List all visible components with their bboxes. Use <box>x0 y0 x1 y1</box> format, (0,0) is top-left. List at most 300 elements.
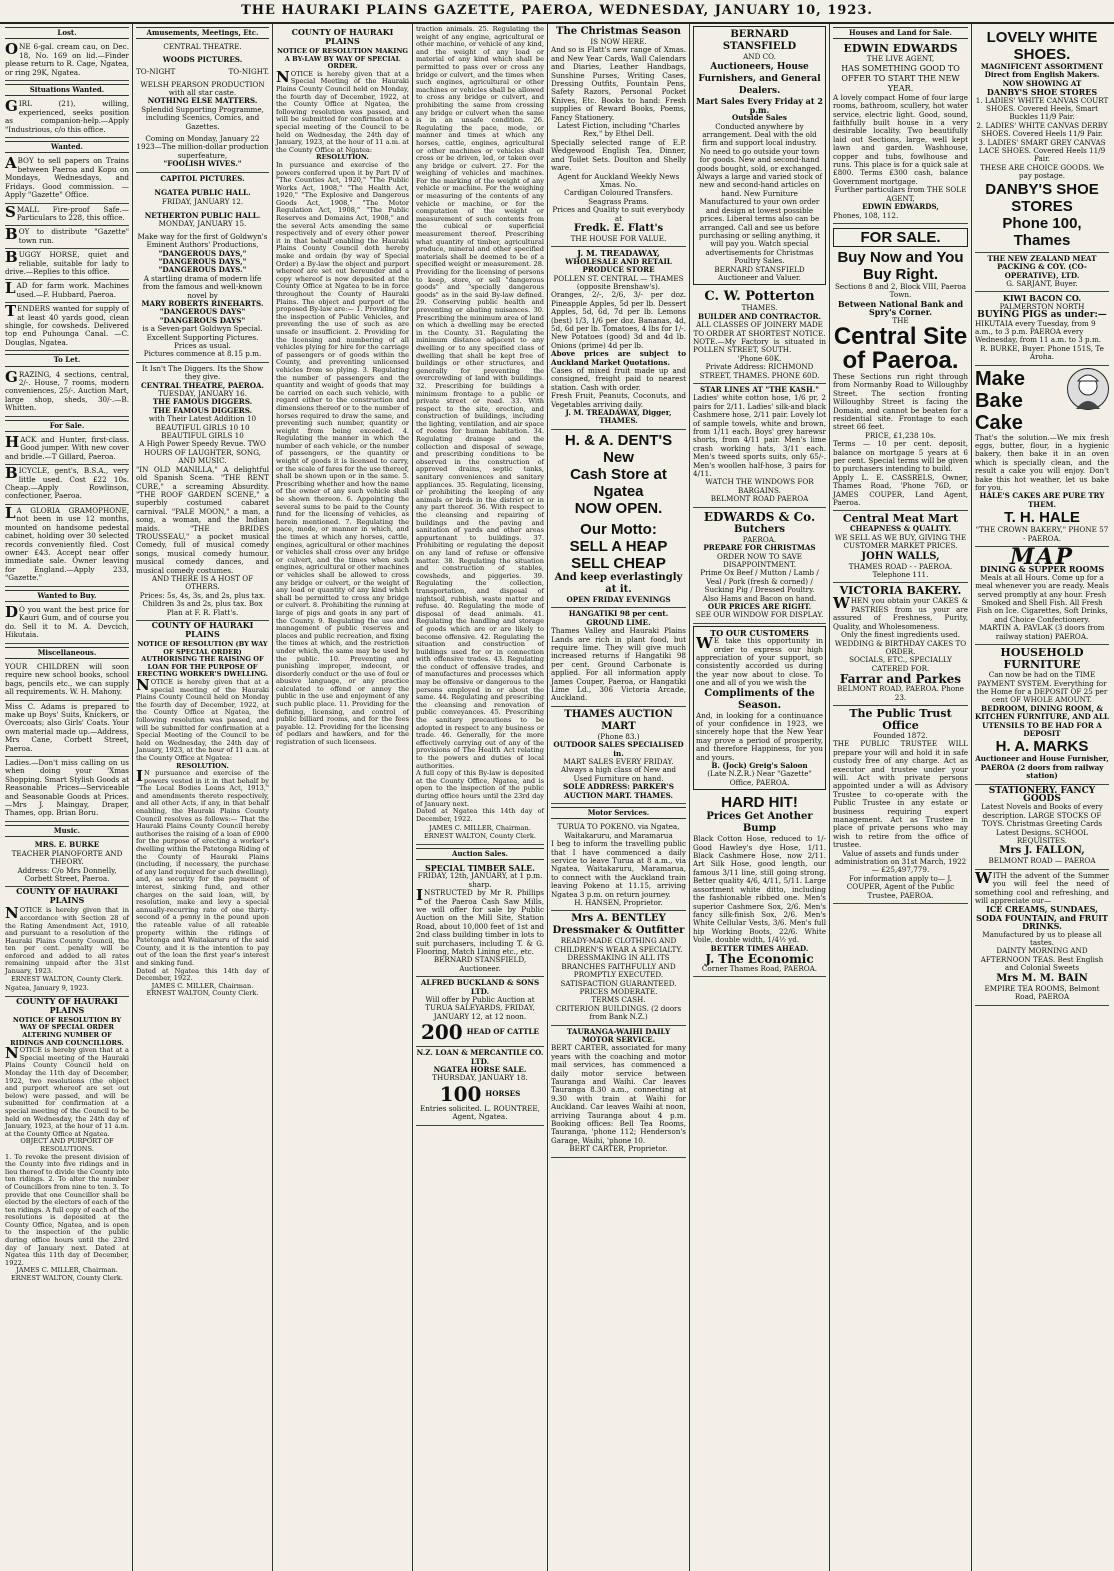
treadaway-prices: Oranges, 2/-, 2/6, 3/- per doz. Pineapple Apples, 5d per lb. Dessert Apples, 5d, 6d, 7d per lb. Lemons (best) 1/3, 1/6 per doz. Bananas, 4d, 5d, 6d per lb. Tomatoes, 4 lbs for 1/-. New Potatoes (good) 3d and 4d lb. Onions (prime) 4d per lb. <box>551 290 686 350</box>
economic-name: J. The Economic <box>705 951 814 966</box>
cattle-label: HEAD OF CATTLE <box>466 1027 540 1037</box>
stansfield-sign: BERNARD STANSFIELD Auctioneer and Valuer. <box>714 264 805 282</box>
baker-portrait-icon <box>1067 368 1109 410</box>
bain-addr: EMPIRE TEA ROOMS, Belmont Road, PAEROA <box>984 983 1100 1002</box>
potterton-factory: NOTE.—My Factory is situated in POLLEN STREET, SOUTH. <box>693 336 826 355</box>
stansfield-mart: Mart Sales Every Friday at 2 p.m. <box>696 96 823 115</box>
diggers-name: THE FAMOUS DIGGERS. <box>152 405 253 415</box>
edwards-title: EDWARDS & Co. <box>703 509 816 524</box>
dent-open: NOW OPEN. <box>574 499 663 517</box>
treadaway-cases: Cases of mixed fruit made up and consigned, freight paid to nearest station. Cash with order. <box>551 366 686 392</box>
buckland-name: ALFRED BUCKLAND & SONS LTD. <box>420 978 540 996</box>
mart-title: THAMES AUCTION MART <box>564 708 673 732</box>
public-trust-ad <box>833 706 968 904</box>
resolution-heading: RESOLUTION. <box>176 761 229 770</box>
diggers-latest: with Their Latest Addition 10 BEAUTIFUL GIRLS 10 10 BEAUTIFUL GIRLS 10 <box>148 414 257 441</box>
column-8 <box>972 24 1112 1571</box>
classified-ad: HACK and Hunter, first-class. Good jumper. With new cover and bridle.—T Gillard, Paeroa. <box>5 434 129 465</box>
hale-name: T. H. HALE <box>1004 509 1080 527</box>
between: Between National Bank and Spry's Corner. <box>837 298 964 318</box>
potterton-joinery: ALL CLASSES OF JOINERY MADE TO ORDER AT SHORTEST NOTICE. <box>693 320 826 338</box>
dent-title: H. & A. DENT'S <box>564 431 673 449</box>
diggers-more: AND THERE IS A HOST OF OTHERS. <box>151 573 254 592</box>
music-address: Address: C/o Mrs Donnelly, Corbett Street, Paeroa. <box>17 865 117 883</box>
dainty: DAINTY MORNING AND AFTERNOON TEAS. Best English and Colonial Sweets <box>980 946 1104 973</box>
notice-heading: COUNTY OF HAURAKI PLAINS <box>16 886 118 906</box>
classified-ad: GRAZING, 4 sections, central, 2/-. House, 7 rooms, modern conveniences, 25/-. Auction Mart, large shop, sheds, 30/-.—B. Whitten. <box>5 369 129 417</box>
notice-heading: COUNTY OF HAURAKI PLAINS <box>16 995 118 1015</box>
timber-signature: BERNARD STANSFIELD, Auctioneer. <box>433 955 527 973</box>
meat-packing-buyer: G. SARJANT, Buyer. <box>1006 278 1078 288</box>
marks-furniture-ad <box>975 645 1109 784</box>
stansfield-text: Conducted anywhere by arrangement. Deal with the old firm and support local industry. No need to go outside your town for goods. New and second-hand goods bought, sold, or exchanged. Always a large and varied stock of new and second-hand articles on hand. New Furniture Manufactured to your own order and design at lowest possible prices. Liberal terms also can be arranged. Call and see us before purchasing or selling anything, it will pay you. Watch special advertisements for Christmas Poultry Sales. <box>696 121 823 266</box>
potterton-name: C. W. Potterton <box>704 289 815 305</box>
lime-title: HANGATIKI 98 per cent. GROUND LIME. <box>568 609 669 627</box>
forsale-title: FOR SALE. <box>833 228 968 247</box>
stansfield-ad <box>693 26 826 285</box>
column-3 <box>273 24 413 1571</box>
meat-title: Central Meat Mart <box>842 512 959 526</box>
mart-phone: (Phone 83.) <box>597 731 640 741</box>
meat-sell: WE SELL AS WE BUY, GIVING THE CUSTOMER MARKET PRICES. <box>834 532 967 551</box>
music-name: MRS. E. BURKE <box>34 840 100 850</box>
bentley-title: Mrs A. BENTLEY <box>571 913 666 925</box>
buckland-text: Will offer by Public Auction at TURUA SALEYARDS, FRIDAY, JANUARY 12, at 12 noon. <box>425 995 535 1021</box>
flatt-sub: THE HOUSE FOR VALUE. <box>570 233 667 243</box>
notice-text: NOTICE is hereby given that at a special meeting of the Hauraki Plains County Council held on Monday the fourth day of December, 1922, at the County Office at Ngatea, the following resolution was passed, and will be submitted for confirmation at a Special Meeting of the Council to be held on Wednesday, the 24th day of January, 1923, at the hour of 11 a.m. at the County Office at Ngatea: <box>136 675 269 762</box>
greig-text2: And, in looking for a continuance of your confidence in 1923, we sincerely hope that the New Year may prove a period of prosperity, and therefore Happiness, for you and yours. <box>696 710 823 762</box>
treadaway-title: J. M. TREADAWAY, <box>577 248 660 259</box>
horse-text: Entries solicited. L. ROUNTREE, Agent, Ngatea. <box>420 1103 540 1122</box>
vic-finest: Only the finest ingredients used. <box>840 630 961 640</box>
danby-item: 1. LADIES' WHITE CANVAS COURT SHOES. Covered Heels, Smart Buckles 11/9 Pair. <box>975 95 1109 122</box>
edwin-title: EDWIN EDWARDS <box>843 42 958 56</box>
danby-phone: Phone 100, Thames <box>1002 214 1082 249</box>
dining-text: Meals at all Hours. Come up for a meal whenever you are ready. Meals served promptly at any hour. Fresh Smoked and Shell Fish. All Fresh Fish on Ice. Cigarettes, Soft Drinks, and Choice Confectionery. <box>975 572 1109 624</box>
kash-ad <box>693 384 826 508</box>
horse-sale-ad <box>416 1047 544 1125</box>
central-site-ad <box>833 224 968 512</box>
dent-new: New <box>603 448 634 466</box>
netherton-date: MONDAY, JANUARY 15. <box>158 219 247 229</box>
waihi-text: BERT CARTER, associated for many years with the coaching and motor mail services, has commenced a daily motor service between Tauranga and Waihi. Car leaves Tauranga 8.30 a.m., connecting at 9.30 with train at Waihi for Auckland. Car leaves Waihi at noon, arriving Tauranga about 4 p.m. Booking offices: Bell Tea Rooms, Tauranga, 'phone 112; Henderson's Garage, Waihi, 'phone 10. <box>551 1043 686 1145</box>
notice-text: NOTICE is hereby given that at a Special meeting of the Hauraki Plains County Council held on Monday the 11th day of December, 1922, two resolutions (the object and purport whereof are set out below) were passed, and will be submitted for confirmation at a special meeting of the Council to be held on Wednesday, the 24th day of January, 1923, at the hour of 11 a.m. at the County Office at Ngatea. <box>5 1044 129 1138</box>
classified-ad: TENDERS wanted for supply of at least 40 yards good, clean shingle, for cowsheds. Delivered top end Puhounga Canal. —C. Douglas, Ngatea. <box>5 303 129 351</box>
lime-ad <box>551 608 686 706</box>
section-header: To Let. <box>5 354 129 366</box>
edwards-prep: PREPARE FOR CHRISTMAS <box>703 543 816 553</box>
timber-text: INSTRUCTED by Mr R. Phillips of the Paeroa Cash Saw Mills, we will offer for sale by Public Auction on the Mill Site, Station Road, about 10,000 feet of 1st and 2nd class building timber in lots to suit purchasers, including T. & G. Flooring, Match Lining etc., etc. <box>416 886 544 956</box>
kiwi-bacon-ad <box>975 292 1109 365</box>
column-5 <box>548 24 690 1571</box>
film-title: "DANGEROUS DAYS." <box>158 265 247 275</box>
edwin-sign: EDWIN EDWARDS, <box>862 202 939 212</box>
site-terms: Terms — 10 per cent. deposit, balance on mortgage 5 years at 6 per cent. Special terms will be given to purchasers intending to build. <box>833 439 968 474</box>
classified-ad: BOY to distribute "Gazette" town run. <box>5 226 129 249</box>
bentley-addr: CRITERION BUILDINGS. (2 doors from Bank N.Z.) <box>555 1003 682 1022</box>
meat-cheap: CHEAPNESS & QUALITY. <box>849 524 952 534</box>
ngatea-hall: NGATEA PUBLIC HALL. <box>154 188 251 198</box>
victoria-bakery-ad <box>833 583 968 705</box>
stansfield-co: AND CO. <box>743 52 776 61</box>
dent-ngatea: Ngatea <box>593 482 644 500</box>
dent-friday: OPEN FRIDAY EVENINGS <box>566 594 671 604</box>
film-details: is a Seven-part Goldwyn Special. Excellent Supporting Pictures. Prices as usual. <box>142 324 263 350</box>
flatt-prices: Prices and Quality to suit everybody at <box>552 205 685 223</box>
potterton-phone: 'Phone 60K. <box>737 353 782 363</box>
stansfield-outside: Outside Sales <box>732 113 787 123</box>
trust-info: For information apply to— J. COUPER, Agent of the Public Trustee, PAEROA. <box>846 873 955 900</box>
furniture-text: Can now be had on the TIME PAYMENT SYSTEM. Everything for the Home for a DEPOSIT OF 25 per cent OF WHOLE AMOUNT. <box>976 670 1108 705</box>
dent-sell2: SELL CHEAP <box>571 554 666 572</box>
bylaw-copy: A full copy of this By-law is deposited at the County Office, Ngatea, and is open to the inspection of the public during office hours until the 23rd day of January next. <box>416 769 544 808</box>
marks-sub: Auctioneer and House Furnisher, PAEROA (2 doors from railway station) <box>975 754 1109 781</box>
edwin-agent: THE LIVE AGENT, <box>866 54 935 64</box>
dent-cash: Cash Store at <box>570 465 667 483</box>
trust-title: The Public Trust Office <box>849 706 952 732</box>
classified-ad: DO you want the best price for Kauri Gum, and of course you do. Sell it to M. A. Devcich, Hikutaia. <box>5 604 129 644</box>
edwin-ad <box>833 41 968 224</box>
edwards-ad <box>693 508 826 624</box>
mart-friday: MART SALES EVERY FRIDAY. Always a high class of New and Used Furniture on hand. <box>560 756 676 783</box>
fallon-ad <box>975 785 1109 870</box>
motor-sign: H. HANSEN, Proprietor. <box>574 898 663 908</box>
vic-socials: SOCIALS, ETC., SPECIALLY CATERED FOR. <box>849 655 952 673</box>
section-header: Auction Sales. <box>416 848 544 860</box>
flatt-china: Specially selected range of E.P. Wedgewood English Tea, Dinner, and Toilet Sets. Doulton and Shelly ware. <box>551 137 686 173</box>
film-title: "DANGEROUS DAYS," <box>158 256 247 266</box>
kash-watch: WATCH THE WINDOWS FOR BARGAINS. <box>705 477 814 495</box>
hard-better: BETTER TIMES AHEAD. <box>710 943 809 953</box>
bentley-text: READY-MADE CLOTHING AND CHILDREN'S WEAR A SPECIALTY. <box>554 936 683 954</box>
resolution-text: IN pursuance and exercise of the powers vested in it in that behalf by "The Local Bodies Loans Act, 1913," and amendments thereto respectively, and all other Acts, if any, in that behalf enabling, the Hauraki Plains County Council resolves as follows:— That the Hauraki Plains County Council hereby authorises the raising of a loan of £900 for the purpose of erecting a worker's dwelling within the Patetonga Riding of the County of Hauraki Plains (including, if necessary, the purchase of any land required for such dwelling), and, as security for the payment of interest, sinking fund, and other charges on the said loan, will, by resolution, make and levy a special annually-recurring rate of one thirty-second of a penny in the pound upon the rateable value of all rateable property within the ridings of Patetonga and Waitakaruru of the said County, and it is the intention to pay out of the loan the first year's interest and sinking fund. <box>136 767 269 967</box>
farrar-name: Farrar and Parkes <box>839 672 962 687</box>
section-header: Situations Wanted. <box>5 84 129 96</box>
greig-title: TO OUR CUSTOMERS <box>710 627 809 638</box>
edwards-ham: Also Hams and Bacon on hand. <box>702 593 817 603</box>
theatre-ad <box>136 41 269 172</box>
bentley-dress: DRESSMAKING IN ALL ITS BRANCHES FAITHFULLY AND PROMPTLY EXECUTED. <box>561 953 676 980</box>
dent-ad <box>551 430 686 608</box>
resolution-heading: RESOLUTION. <box>316 153 369 162</box>
classified-ad: Miss C. Adams is prepared to make up Boys' Suits, Knickers, or Overcoats; also Girls' Coats. Your own material made up.—Address, Mrs Cane, Corbett Street, Paeroa. <box>5 701 129 757</box>
edwin-phones: Phones, 108, 112. <box>833 210 899 220</box>
diggers-date: TUESDAY, JANUARY 16. <box>157 389 248 399</box>
flatt-title: The Christmas Season <box>556 26 681 37</box>
stansfield-sub: Auctioneers, House Furnishers, and General Dealers. <box>698 62 821 97</box>
capitol-ad <box>136 173 269 363</box>
kiwi-buying: BUYING PIGS as under:— <box>977 310 1107 321</box>
vic-title: VICTORIA BAKERY. <box>839 584 962 598</box>
farrar-addr: BELMONT ROAD, PAEROA. Phone 23. <box>837 684 964 702</box>
bentley-sat: SATISFACTION GUARANTEED. <box>560 978 677 988</box>
notice-text: NOTICE is hereby given that at a Special Meeting of the Hauraki Plains County Council held on Monday, the fourth day of December, 1922, at the County Office at Ngatea, the following resolution was passed, and will be submitted for confirmation at a special meeting of the Council to be held on Wednesday, the 24th day of January, 1923, at the hour of 11 a.m. at the County Office at Ngatea: <box>276 67 409 154</box>
classified-ad: LA GLORIA GRAMOPHONE, not been in use 12 months, mounted on handsome pedestal cabinet, holding over 30 selected records conveniently filed. Cost owner £43. Accept near offer immediate sale. Owner leaving for England.—Apply 233, "Gazette." <box>5 505 129 587</box>
stationery-title: STATIONERY. FANCY GOODS <box>988 785 1096 804</box>
waihi-title: TAURANGA-WAIHI DAILY MOTOR SERVICE. <box>566 1026 671 1044</box>
classified-ad: ABOY to sell papers on Trains between Paeroa and Kopu on Mondays, Wednesdays, and Fridays. Good commission. —Apply "Gazette" Office. <box>5 155 129 203</box>
classified-ad: GIRL (21), willing, experienced, seeks position as companion-help.—Apply "Industrious, c/o this office. <box>5 98 129 138</box>
flatt-text: And so is Flatt's new range of Xmas. and New Year Cards, Wall Calendars and Diaries, Leather Handbags, Sunshine Purses, Writing Cases, Dressing Outfits, Fountain Pens, Safety Razors, Personal Pocket Knives, Etc. Books to hand: Fresh supplies of Reward Books, Poems, Fancy Stationery. <box>551 45 686 122</box>
bake-try: HALE'S CAKES ARE PURE TRY THEM. <box>979 491 1105 509</box>
diggers-name: THE FAMOUS DIGGERS. <box>152 397 253 407</box>
flatt-name: Fredk. E. Flatt's <box>573 222 664 234</box>
intro: Make way for the first of Goldwyn's Eminent Authors' Productions, <box>137 231 268 250</box>
motor-ad <box>551 821 686 911</box>
classified-ad: ONE 6-gal. cream cau, on Dec. 18, No. 169 on lid.—Finder please return to R. Cage, Ngatea, or ring 29K, Ngatea. <box>5 41 129 81</box>
production: WELSH PEARSON PRODUCTION <box>140 79 265 89</box>
site-apply: Apply L. E. CASSRELS, Owner, Thames Road, 'Phone 76D, or JAMES COUPER, Land Agent, Paeroa. <box>833 472 968 508</box>
cattle-sale-ad <box>416 977 544 1047</box>
danby-name: DANBY'S SHOE STORES <box>986 87 1098 98</box>
buynow: Buy Now and You Buy Right. <box>837 248 964 283</box>
potterton-builder: BUILDER AND CONTRACTOR. <box>697 311 822 321</box>
danby-name-large: DANBY'S SHOE STORES <box>985 180 1099 215</box>
column-2 <box>133 24 273 1571</box>
potterton-private: Private Address: RICHMOND STREET, THAMES. PHONE 60D. <box>699 362 820 380</box>
danby-item: 2. LADIES' WHITE CANVAS DERBY SHOES. Covered Heels 11/9 Pair. <box>976 120 1108 139</box>
film-author: MARY ROBERTS RINEHARTS. <box>141 298 264 308</box>
motor-text: I beg to inform the travelling public that I have commenced a daily service to leave Turua at 8 a.m., via Ngatea, Waitakaruru, Maramarua, to connect with the Auckland train leaving Pokeno at 11.15, arriving Ngatea 3 p.m. on return journey. <box>551 839 686 899</box>
bain-ad <box>975 870 1109 1006</box>
the-label: THE <box>892 315 909 325</box>
flatt-agent: Agent for Auckland Weekly News Xmas. No. <box>557 171 680 189</box>
classified-ad: BUGGY HORSE, quiet and reliable, suitable for lady to drive.—Replies to this office. <box>5 249 129 280</box>
manufactured: Manufactured by us to please all tastes. <box>982 929 1102 948</box>
notice-subheading: NOTICE OF RESOLUTION MAKING A BY-LAW BY WAY OF SPECIAL ORDER. <box>276 47 409 71</box>
furniture-title: HOUSEHOLD FURNITURE <box>1000 646 1084 672</box>
hard-title: HARD HIT! <box>721 794 798 812</box>
film-time: Pictures commence at 8.15 p.m. <box>143 349 262 359</box>
section-header: Motor Services. <box>551 807 686 819</box>
column-7 <box>830 24 972 1571</box>
notice-subheading: NOTICE OF RESOLUTION BY WAY OF SPECIAL ORDER ALTERING NUMBER OF RIDINGS AND COUNCILLORS. <box>10 1015 124 1047</box>
classified-ad: BICYCLE, gent's, B.S.A., very little used. Cost £22 10s. Cheap.—Apply Rowlinson, confectioner, Paeroa. <box>5 465 129 505</box>
kash-text: Ladies' white cotton hose, 1/6 pr, 2 pairs for 2/11. Ladies' silk-and black Cashmere hose, 2/11 pair. Lovely lot of sample towels, white and brown, from 1/11 each. Boys' grey harewsr shorts, from 4/11 pair. Men's lime crash working hats, 3/11 each. Men's tweed sports suits, only 65/-. Men's woollen half-hose, 3 pairs for 4/11. <box>693 393 827 479</box>
bentley-prices: PRICES MODERATE. <box>579 986 658 996</box>
support: Splendid Supporting Programme, including Scenics, Comics, and Gazettes. <box>141 104 264 131</box>
horse-row <box>416 1083 544 1105</box>
central-site-title: Central Site of Paeroa. <box>833 322 968 374</box>
horse-count: 100 <box>439 1081 482 1106</box>
trust-value: Value of assets and funds under administration on 31st March, 1922— £25,497,779. <box>834 848 967 875</box>
treadaway-ad <box>551 247 686 430</box>
treadaway-address: POLLEN ST. CENTRAL — THAMES (opposite Brenshaw's). <box>553 273 684 291</box>
section-header: Wanted to Buy. <box>5 590 129 602</box>
diggers-prices: Prices: 5s, 4s, 3s, and 2s, plus tax. Children 3s and 2s, plus tax. Box Plan at F. R. Flatt's. <box>139 590 266 617</box>
bain-name: Mrs M. M. BAIN <box>996 972 1088 984</box>
diggers-theatre: CENTRAL THEATRE, PAEROA. <box>140 380 265 390</box>
flatt-here: IS NOW HERE. <box>590 37 647 46</box>
timber-date: FRIDAY, 12th, JANUARY, at 1 p.m. sharp. <box>417 871 543 889</box>
treadaway-sub: WHOLESALE AND RETAIL PRODUCE STORE <box>565 256 672 275</box>
dent-motto: Our Motto: <box>580 520 657 538</box>
tonight-row <box>136 68 269 76</box>
danby-item: 3. LADIES' SMART GREY CANVAS LACE SHOES. Covered Heels 11/9 Pair. <box>978 137 1106 164</box>
greig-ad <box>693 626 826 791</box>
greig-sign: B. (Jock) Greig's Saloon <box>711 761 808 771</box>
treadaway-fresh: Fresh Fruit, Peanuts, Coconuts, and Vegetables arriving daily. <box>551 391 686 409</box>
notice-heading: COUNTY OF HAURAKI PLAINS <box>151 620 254 639</box>
cattle-count: 200 <box>420 1020 463 1045</box>
danby-magnificent: MAGNIFICENT ASSORTMENT Direct from English Makers. NOW SHOWING AT <box>980 62 1104 88</box>
treadaway-sign: J. M. TREADAWAY, Digger, THAMES. <box>565 408 672 426</box>
trust-founded: Founded 1872. <box>873 730 928 740</box>
ngatea-date: FRIDAY, JANUARY 12. <box>161 196 244 206</box>
waihi-ad <box>551 1026 686 1158</box>
horse-sale-title: NGATEA HORSE SALE. <box>433 1065 527 1075</box>
film-title: "DANGEROUS DAYS" <box>159 307 246 317</box>
kiwi-text: HIKUTAIA every Tuesday, from 9 a.m., to 3 p.m. PAEROA every Wednesday, from 11 a.m. to 3 p.m. <box>975 318 1102 345</box>
stationery-text: Latest Novels and Books of every description. LARGE STOCKS OF TOYS. Christmas Greeting Cards Latest Designs. SCHOOL REQUISITES. <box>981 802 1103 845</box>
danby-ad <box>975 24 1109 253</box>
cattle-row <box>416 1021 544 1043</box>
section-header: Houses and Land for Sale. <box>833 27 968 39</box>
page-columns <box>0 24 1114 1571</box>
column-6 <box>690 24 830 1571</box>
kiwi-buyer: R. BURKE, Buyer. Phone 151S, Te Aroha. <box>980 343 1104 362</box>
marks-name: H. A. MARKS <box>995 738 1089 756</box>
site-price: PRICE, £1,238 10s. <box>865 430 936 440</box>
section-header: Amusements, Meetings, Etc. <box>136 27 269 39</box>
masthead: THE HAURAKI PLAINS GAZETTE, PAEROA, WEDNESDAY, JANUARY 10, 1923. <box>0 0 1114 24</box>
edwards-town: PAEROA. <box>742 534 777 544</box>
diggers-tagline: It Isn't The Diggers. Its the Show they give. <box>141 363 264 382</box>
flatt-fiction: Latest Fiction, including "Charles Rex," by Ethel Dell. <box>557 121 680 139</box>
coming-title: "FOOLISH WIVES." <box>163 159 242 169</box>
diggers-revue: A High Power Speedy Revue. TWO HOURS OF LAUGHTER, SONG, AND MUSIC. <box>139 439 266 466</box>
timber-sale-ad <box>416 862 544 977</box>
classified-ad: Ladies.—Don't miss calling on us when doing your 'Xmas Shopping. Smart Stylish Goods at Reasonable Prices—Serviceable and Seasonable Goods at Prices.—Mrs J. Maingay, Draper, Thames, opp. Brian Boru. <box>5 757 129 822</box>
edwards-sub: Butchers <box>734 523 785 535</box>
edwards-order: ORDER NOW TO SAVE DISAPPOINTMENT. <box>716 551 803 569</box>
diggers-program: "IN OLD MANILLA," A delightful old Spanish Scena. "THE RENT CURE," a screaming Absurdity. "THE ROOF GARDEN SCENE," a superbly costumed cabaret carnival. "PALE MOON," a man, a song, a woman, and the Indian maids. "THE BRIDES TROUSSEAU," a pocket musical Comedy, full of musical comedy songs, musical comedy humour, musical comedy dances, and musical comedy costumes. <box>136 464 269 575</box>
column-4 <box>413 24 548 1571</box>
notice-signature: JAMES C. MILLER, Chairman. ERNEST WALTON, County Clerk. <box>10 1266 124 1283</box>
notice-text: NOTICE is hereby given that in accordance with Section 28 of the Rating Amendment Act, 1910, and pursuant to a resolution of the Hauraki Plains County Council, the ten per cent. penalty will be enforced and added to all rates remaining unpaid after the 31st January, 1923. <box>5 904 129 976</box>
kiwi-town: PALMERSTON NORTH <box>999 301 1085 311</box>
make-bake-cake: Make Bake Cake <box>975 367 1026 434</box>
meat-name: JOHN WALLS, <box>861 550 940 562</box>
bylaw-text: traction animals. 25. Regulating the weight of any engine, agricultural or other machine, or vehicle of any kind, and the weight of any load or material of any kind which shall be permitted to pass over or cross any bridge or culvert, and the times when such engines, agricultural or other machines or vehicles shall be allowed to cross any bridge or culvert, and prohibiting the same from crossing any bridge or culvert when the same is in an unsafe condition. 26. Regulating the pace, mode, or manner and times at which any horses, cattle, engines, agricultural or other machines or vehicles shall cross or be driven, led, or taken over any bridge or culvert. 27. For the weighing of vehicles and machines. For the marking of the weight of any vehicle or machine. For the weighing or measuring of the contents of any vehicle or machine, or for the computation of the weight or measurement of such contents from the cubical or superficial measurement thereof. Prescribing what quantity of timber, agricultural produce, mineral and other specified materials shall be deemed to be of a specified weight or measurement. 28. Providing for the licensing of persons to keep, store, or sell "dangerous goods" and "specially dangerous goods" as in the said By-law defined. 29. Conserving public health and preventing or abating nuisances. 30. Prescribing the minimum area of land on which a dwelling may be erected in the County. 31. Regulating the minimum distance adjacent to any dwelling or to any specified class of dwelling that shall be kept free of buildings or other structures, and generally for preventing the overcrowding of land with buildings. 32. Prescribing for buildings a minimum frontage to a public or private street or road. 33. With respect to the site, erection, and construction of buildings, including the lighting, ventilation, and air space of rooms for human habitation. 34. Regulating drainage and the collection and disposal of sewage, and prescribing conditions to be observed in the construction of approved drains, septic tanks, sanitary conveniences and sanitary appliances. 35. Regulating, licensing, or prohibiting the keeping of any animals or birds in the district or in any part thereof. 36. With respect to the cleansing and repairing of buildings and the paving and sanitation of yards and other areas appurtenant to buildings. 37. Prohibiting or regulating the deposit on any land of refuse or offensive matter. 38. Regulating the situation and construction of stables, cowsheds, and piggeries. 39. Regulating the collection, transportation, and disposal of nightsoil, rubbish, waste matter and refuse. 40. Regulating the mode of disposal of dead animals. 41. Regulating the handling and storage of goods which are or are likely to become offensive. 42. Regulating the situation and construction of buildings used for or in connection with offensive trades. 43. Regulating the conduct of offensive trades, and of manufactures and processes which may be offensive or dangerous to the persons employed in or about the same. 44. Regulating and prescribing the cleansing and renovation of public conveyances. 45. Prescribing the sanitary precautions to be adopted in respect to any business or trade. 46. Generally, for the more effectively carrying out of any of the provisions of The Health Act relating to the powers and duties of local authorities. <box>416 25 544 770</box>
kash-header: STAR LINES AT "THE KASH." <box>699 385 819 394</box>
trust-text: THE PUBLIC TRUSTEE WILL prepare your will and hold it in safe custody free of any charge. Act as executor and trustee under your will. Act with private persons appointed under a will as Advisory Trustee to co-operate with the Public Trustee in any estate or business requiring expert management. Act as Trustee in place of private persons who may wish to retire from the office of trustee. <box>833 739 968 850</box>
bake-text: That's the solution.—We mix fresh eggs, butter, flour, in a hygienic bakery, then bake it in an oven which is specially clean, and the result a cake you will enjoy. Don't bake this hot weather, let us bake for you. <box>975 432 1109 492</box>
feature-title: NOTHING ELSE MATTERS. <box>147 96 258 106</box>
meat-packing-title: THE NEW ZEALAND MEAT PACKING & COY. (CO-OPERATIVE), LTD. <box>987 253 1097 280</box>
summer-text: WITH the advent of the Summer you will feel the need of something cool and refreshing, and will appreciate our— <box>975 868 1109 906</box>
notice-signature: JAMES C. MILLER, Chairman. ERNEST WALTON, County Clerk. <box>146 981 259 998</box>
bylaw-text: In pursuance and exercise of the powers conferred upon it by Part IV of "The Counties Act, 1920," "The Public Works Act, 1908," "The Health Act, 1920," "The Explosive and Dangerous Goods Act, 1908," "The Motor Regulation Act, 1908," "The Public Reserves and Domains Act, 1908," and the several Acts amending the same respectively and of every other power it in that behalf enabling the Hauraki Plains County Council doth hereby make and ordain (by way of Special Order) a By-law the object and purport whereof are set out hereunder and a copy whereof is now deposited at the County Office at Ngatea to be in force throughout the County of Hauraki Plains. The object and purport of the proposed By-law are:— 1. Providing for the inspection of Public Vehicles, and preventing the use of such as are unsafe or insufficient. 2. Providing for the licensing and numbering of all vehicles plying for hire for the carriage of passengers or of goods within the County, and preventing unlicensed vehicles from so plying. 3. Regulating the number of passengers and the quantity and weight of goods that may be carried on each such vehicle, with regard either to the construction and dimensions thereof or to the number of horses required to draw the same, and preventing such number, quantity or weight from being exceeded. 4. Regulating the manner in which the number of each vehicle, or the number of passengers, or the quantity or weight of goods it is licensed to carry, or the scale of fares for the use thereof, shall be shown upon or in the same. 5. Prescribing whether and how the name of the owner of any such vehicle shall be shown thereon. 6. Appointing the several sums to be paid to the County fund for the licensing of vehicles, as herein mentioned. 7. Regulating the pace, mode, or manner in which, and the times at which any horses, cattle, engines, agricultural or other machines or vehicles shall cross over any bridge or culvert, and the times when such engines, agricultural or other machines or vehicles shall be allowed to cross any bridge or culvert, or the weight of any load or quantity of any kind which shall be permitted to cross any bridge or culvert. 8. Prohibiting the running at large of pigs and goats in any part of the County. 9. Regulating the use and management of public reserves and places and public recreation, and fixing the times at which, and the restriction under which, the same may be used by the public. 10. Preventing and punishing improper, indecent, or disorderly conduct or the use of foul or abusive language, or any practice calculated to offend or annoy the public in the use and enjoyment of any such public place. 11. Providing for the defining, licensing, and control of public billiard rooms, and for the fees payable. 12. Providing for the licensing of pedlars and hawkers, and for the registration of such licensees. <box>276 160 409 747</box>
notice-signature: ERNEST WALTON, County Clerk. <box>10 974 124 983</box>
greig-compliments: Compliments of the Season. <box>704 687 815 711</box>
danby-rare: THESE ARE CHOICE GOODS. We pay postage. <box>979 162 1104 181</box>
film-title: "DANGEROUS DAYS" <box>159 315 246 325</box>
notice-heading: COUNTY OF HAURAKI PLAINS <box>291 27 394 46</box>
cast: with all star caste. <box>168 88 237 98</box>
notice-text: 1. To revoke the present division of the County into five ridings and in lieu thereof to divide the County into ten ridings. 2. To alter the number of Councillors from nine to ten. 3. To provide that one Councillor shall be elected by the electors of each of the ten ridings. A full copy of each of the resolutions is deposited at the County Office, Ngatea, and is open to the inspection of the public during office hours until the 23rd day of January next. Dated at Ngatea this 11th day of December, 1922. <box>5 1152 129 1267</box>
theatre-company: WOODS PICTURES. <box>162 54 243 64</box>
section-header: For Sale. <box>5 420 129 432</box>
notice-signature: JAMES C. MILLER, Chairman. ERNEST WALTON, County Clerk. <box>416 823 544 844</box>
economic-addr: Corner Thames Road, PAEROA. <box>701 963 818 973</box>
dining-sign: MARTIN A. PAVLAK (3 doors from railway station) PAEROA. <box>979 623 1105 641</box>
pavlak-dining-ad <box>975 544 1109 645</box>
site-text: These Sections run right through from Normanby Road to Willoughby Street. The section fronting Willoughby Street is facing the Domain, and cannot be beaten for a residential site. Frontage to each street 66 feet. <box>833 371 968 432</box>
horse-sale-date: THURSDAY, JANUARY 18. <box>432 1073 528 1083</box>
furniture-items: BEDROOM, DINING ROOM, & KITCHEN FURNITURE, AND ALL UTENSILS TO BE HAD FOR A DEPOSIT <box>975 703 1109 738</box>
diggers-ad <box>136 363 269 621</box>
fallon-addr: BELMONT ROAD — PAEROA <box>988 856 1096 866</box>
capitol-title: CAPITOL PICTURES. <box>160 173 245 183</box>
flatt-cardigan: Cardigan Coloured Transfers. Seagrass Prams. <box>564 188 673 206</box>
hale-sub: "THE CROWN BAKERY," PHONE 57 - PAEROA. <box>975 525 1109 543</box>
music-title: TEACHER PIANOFORTE AND THEORY. <box>11 848 123 867</box>
hale-bakery-ad <box>975 366 1109 547</box>
fallon-name: Mrs J. FALLON, <box>999 845 1085 857</box>
lime-text: Thames Valley and Hauraki Plains Lands are rich in plant food, but require lime. They will give much increased returns if Hangatiki 98 per cent. Ground Carbonate is applied. For all information apply James Couper, Paeroa, or Hangatiki Lime Ld., 306 Victoria Arcade, Auckland. <box>551 626 686 703</box>
hard-sub: Prices Get Another Bump <box>706 811 813 835</box>
economic-ad <box>693 792 826 977</box>
hard-text: Black Cotton Hose, reduced to 1/- Good Hawley's dye Hose, 1/11. Black Cashmere Hose, now 2/11. Art Silk Hose, good length, our famous 3/11 line, still going strong. Better quality 4/6, 4/11, 5/11. Large assortment white ditto, including the fashionable ribbed one. Men's superior Cashmere Sox, 2/6. Men's fancy silk-finish Sox, 2/6. Men's White Cellular Vests, 3/6. Men's full hip Working Boots, 22/6. White Voile, double width, 1/4½ yd. <box>693 834 826 945</box>
meat-addr: THAMES ROAD - - PAEROA. Telephone 111. <box>848 561 953 580</box>
meat-mart-ad <box>833 511 968 583</box>
bentley-ad <box>551 911 686 1025</box>
icecream: ICE CREAMS, SUNDAES, SODA FOUNTAIN, and FRUIT DRINKS. <box>976 904 1108 932</box>
kiwi-title: KIWI BACON CO. <box>1002 293 1082 304</box>
dent-keep: And keep everlastingly at it. <box>554 571 683 595</box>
waihi-sign: BERT CARTER, Proprietor. <box>569 1144 668 1154</box>
classified-ad: YOUR CHILDREN will soon require new school books, school bags, pencils etc., we can supply all requirements. W. H. Mahony. <box>5 661 129 701</box>
potterton-town: THAMES. <box>741 303 778 313</box>
mart-ad <box>551 707 686 804</box>
vic-text: WHEN you obtain your CAKES & PASTRIES from us your are assured of Freshness, Purity, Quality, and Wholesomeness. <box>833 594 968 631</box>
treadaway-note: Above prices are subject to Auckland Market Quotations. <box>551 349 686 367</box>
edwards-prices: OUR PRICES ARE RIGHT. <box>707 601 812 611</box>
motor-route: TURUA TO POKENO. via Ngatea, Waitakaruru, and Maramarua <box>557 822 680 840</box>
kash-addr: BELMONT ROAD PAEROA <box>710 494 809 504</box>
notice-date: Dated at Ngatea this 14th day of December, 1922. <box>136 966 269 983</box>
edwin-further: Further particulars from THE SOLE AGENT, <box>834 185 967 203</box>
dent-sell1: SELL A HEAP <box>569 537 668 555</box>
notice-date: Dated at Ngatea this 14th day of December, 1922. <box>416 807 544 823</box>
meat-packing-ad <box>975 253 1109 293</box>
tonight-right: TO-NIGHT. <box>228 67 269 77</box>
theatre-name: CENTRAL THEATRE. <box>163 42 242 52</box>
edwin-text: A lovely compact Home of four large rooms, bathroom, scullery, hot water service, electric light. Good, sound, faithfully built house in a very desirable locality. Two beautifully laid out Sections, large, well kept lawn and garden. Washhouse, copper and tubs, fowlhouse and runs. This place is for a quick sale at £800. Terms £300 cash, balance Government mortgage. <box>833 92 968 186</box>
film-title: "DANGEROUS DAYS," <box>158 248 247 258</box>
mart-outdoor: OUTDOOR SALES SPECIALISED in. <box>553 740 684 758</box>
section-header: Music. <box>5 825 129 837</box>
sections: Sections 8 and 2, Block VIII, Paeroa Town. <box>834 281 967 300</box>
vic-wedding: WEDDING & BIRTHDAY CAKES TO ORDER. <box>834 638 967 656</box>
column-1 <box>2 24 133 1571</box>
timber-title: SPECIAL TIMBER SALE. <box>425 862 535 873</box>
edwin-offer: HAS SOMETHING GOOD TO OFFER TO START THE NEW YEAR. <box>841 63 960 93</box>
horse-label: HORSES <box>485 1088 521 1098</box>
notice-date: Ngatea, January 9, 1923. <box>5 983 129 997</box>
bentley-terms: TERMS CASH. <box>591 995 646 1005</box>
potterton-ad <box>693 287 826 384</box>
stansfield-title: BERNARD STANSFIELD <box>722 29 797 52</box>
section-header: Wanted. <box>5 141 129 153</box>
coming: Coming on Monday, January 22 1923—The million-dollar production superfeature, <box>136 134 269 160</box>
classified-ad: SMALL Fire-proof Safe.—Particulars to 228, this office. <box>5 204 129 227</box>
nzloan-name: N.Z. LOAN & MERCANTILE CO. LTD. <box>416 1048 544 1066</box>
notice-subheading: NOTICE OF RESOLUTION (BY WAY OF SPECIAL ORDER) AUTHORISING THE RAISING OF LOAN FOR THE PURPOSE OF ERECTING WORKER'S DWELLING. <box>137 640 268 679</box>
flatt-ad <box>551 24 686 247</box>
bentley-sub: Dressmaker & Outfitter <box>552 925 685 937</box>
